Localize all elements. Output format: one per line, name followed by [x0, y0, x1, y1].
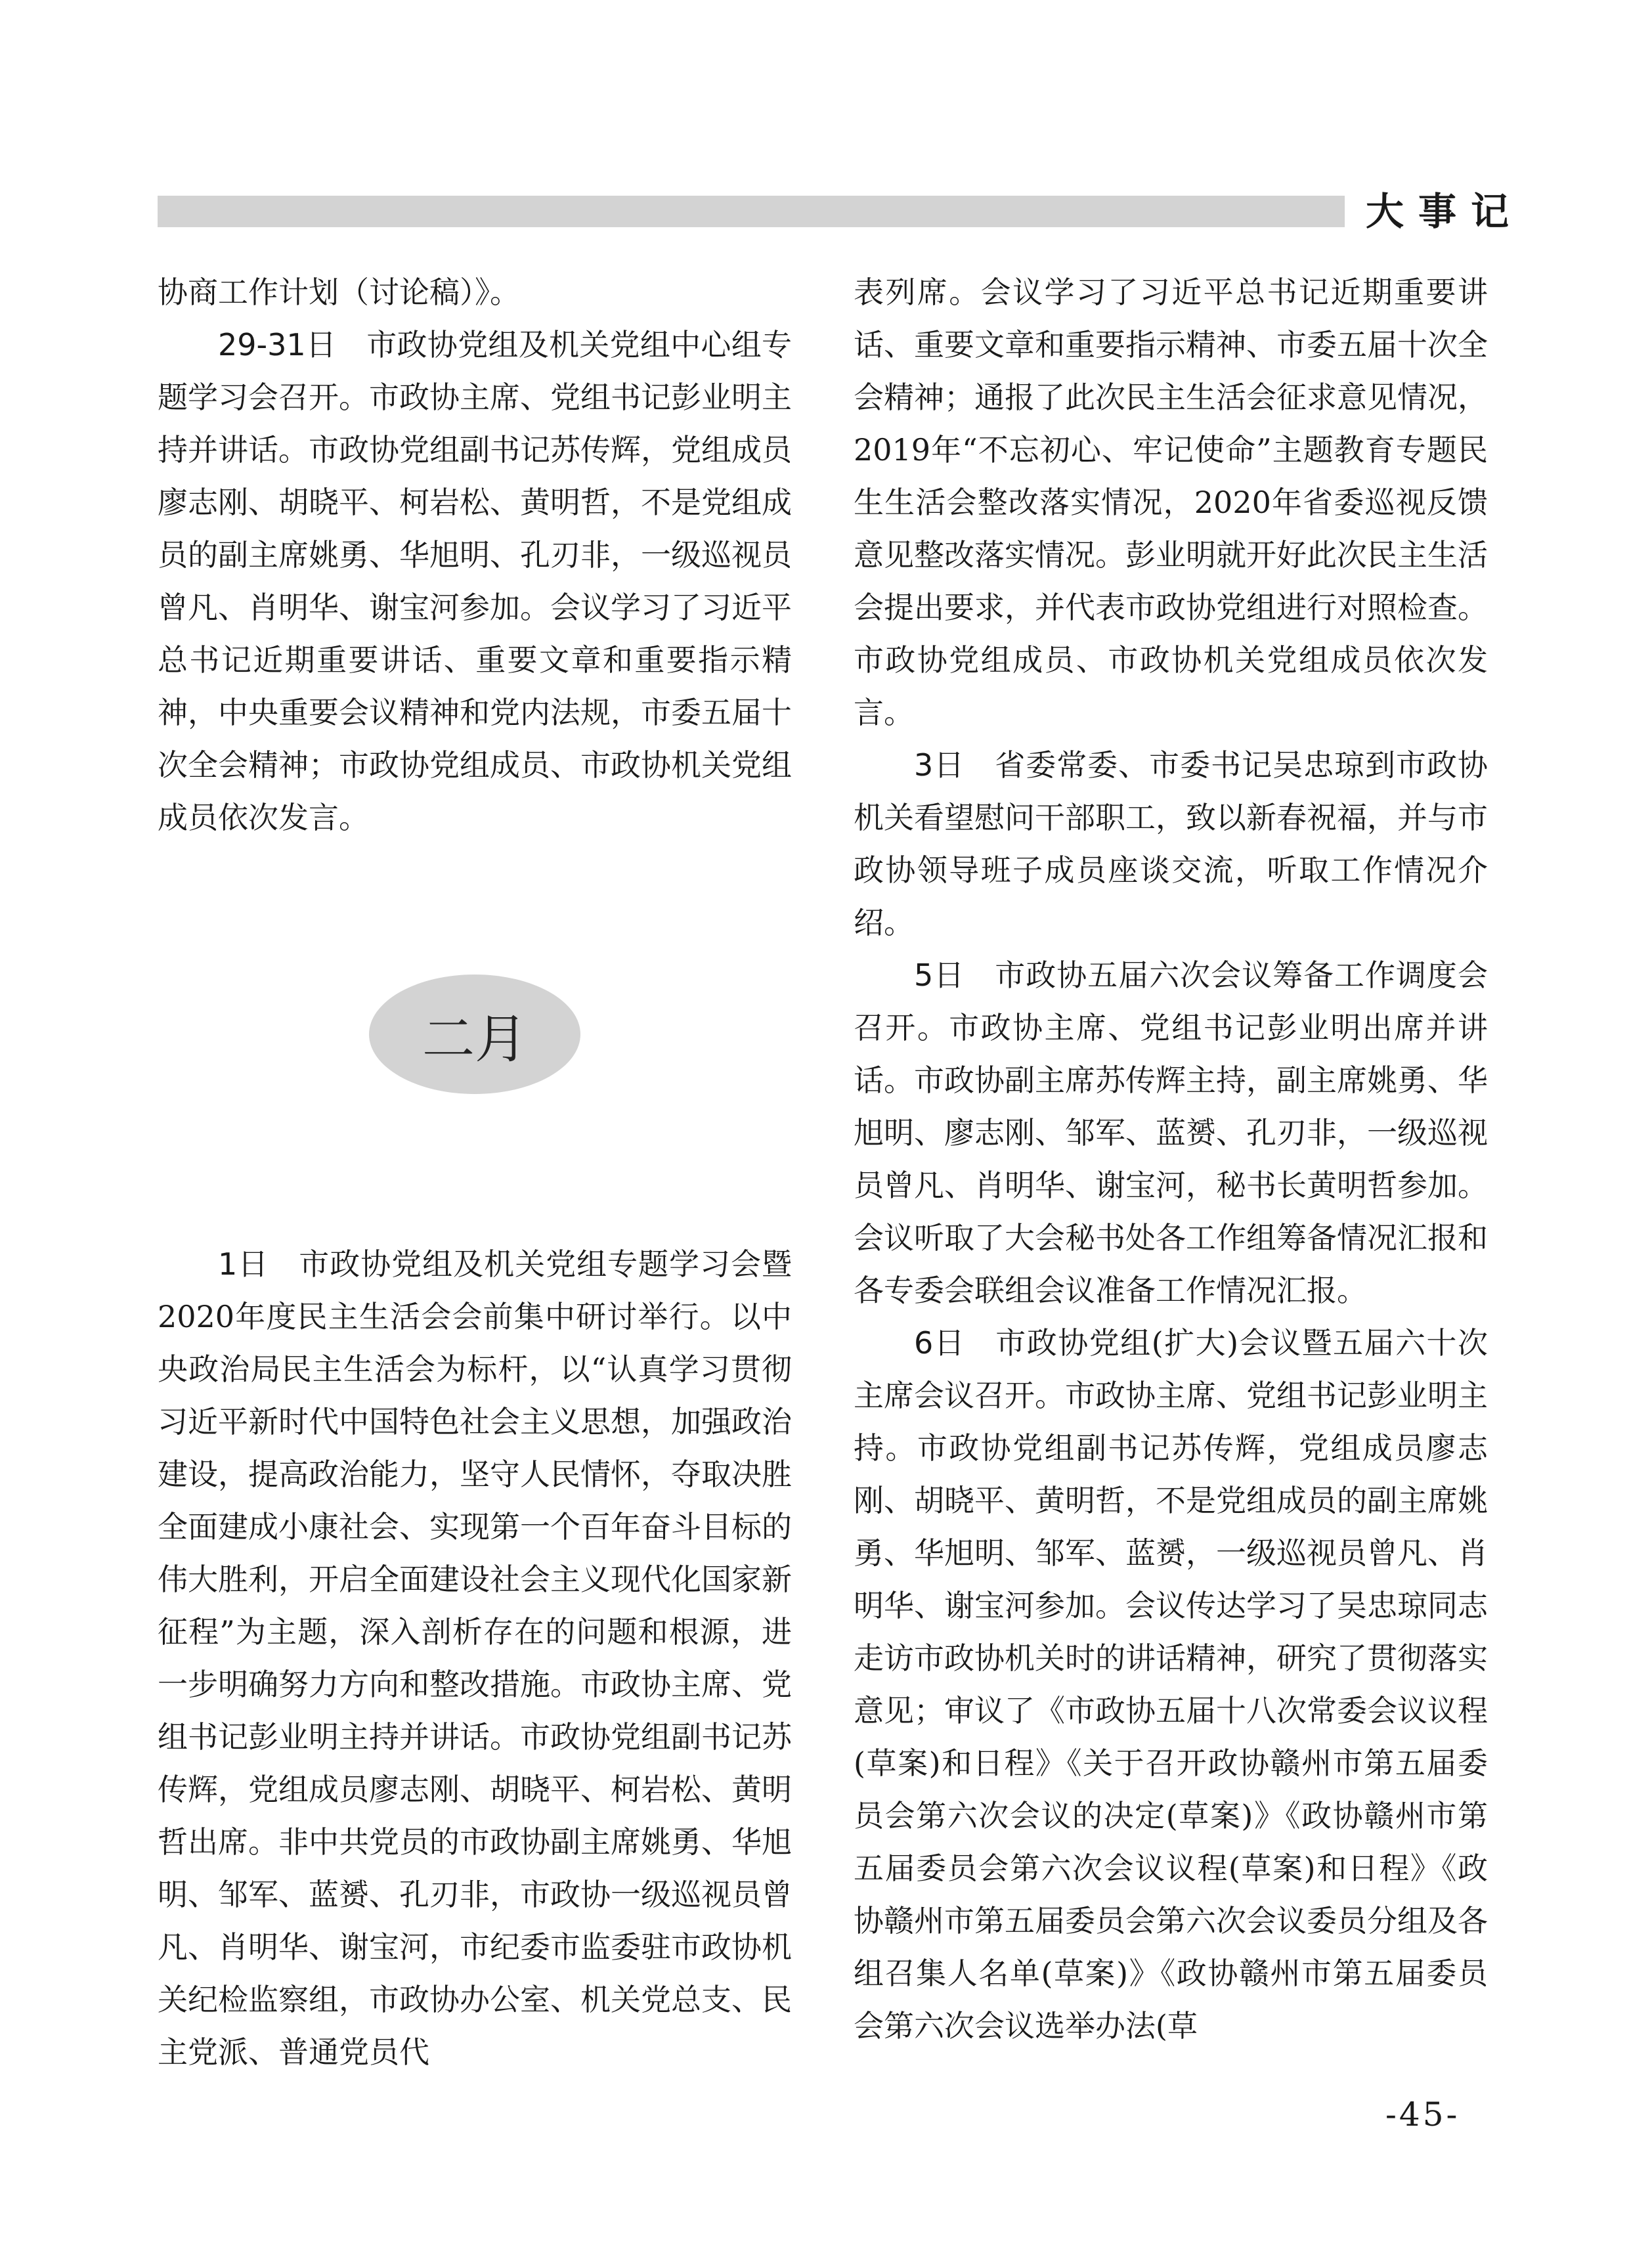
entry-text: 市政协党组及机关党组专题学习会暨2020年度民主生活会会前集中研讨举行。以中央政治局民主生活会为标杆，以“认真学习贯彻习近平新时代中国特色社会主义思想，加强政治建设，提高政治能力，坚守人民情怀，夺取决胜全面建成小康社会、实现第一个百年奋斗目标的伟大胜利，开启全面建设社会主义现代化国家新征程”为主题，深入剖析存在的问题和根源，进一步明确努力方向和整改措施。市政协主席、党组书记彭业明主持并讲话。市政协党组副书记苏传辉，党组成员廖志刚、胡晓平、柯岩松、黄明哲出席。非中共党员的市政协副主席姚勇、华旭明、邹军、蓝赟、孔刃非，市政协一级巡视员曾凡、肖明华、谢宝河，市纪委市监委驻市政协机关纪检监察组，市政协办公室、机关党总支、民主党派、普通党员代: [158, 1246, 792, 2070]
month-heading: [369, 975, 580, 1094]
paragraph-text: 表列席。会议学习了习近平总书记近期重要讲话、重要文章和重要指示精神、市委五届十次全会精神；通报了此次民主生活会征求意见情况，2019年“不忘初心、牢记使命”主题教育专题民生生活会整改落实情况，2020年省委巡视反馈意见整改落实情况。彭业明就开好此次民主生活会提出要求，并代表市政协党组进行对照检查。市政协党组成员、市政协机关党组成员依次发言。: [854, 274, 1488, 730]
right-column: [854, 266, 1488, 2052]
entry-3: [854, 739, 1488, 949]
paragraph: [158, 266, 792, 318]
entry-text: 市政协党组(扩大)会议暨五届六十次主席会议召开。市政协主席、党组书记彭业明主持。市政协党组副书记苏传辉，党组成员廖志刚、胡晓平、黄明哲，不是党组成员的副主席姚勇、华旭明、邹军、蓝赟，一级巡视员曾凡、肖明华、谢宝河参加。会议传达学习了吴忠琼同志走访市政协机关时的讲话精神，研究了贯彻落实意见；审议了《市政协五届十八次常委会议议程(草案)和日程》《关于召开政协赣州市第五届委员会第六次会议的决定(草案)》《政协赣州市第五届委员会第六次会议议程(草案)和日程》《政协赣州市第五届委员会第六次会议委员分组及各组召集人名单(草案)》《政协赣州市第五届委员会第六次会议选举办法(草: [854, 1325, 1488, 2044]
entry-date: 5日: [914, 957, 965, 993]
entry-text: 省委常委、市委书记吴忠琼到市政协机关看望慰问干部职工，致以新春祝福，并与市政协领导班子成员座谈交流，听取工作情况介绍。: [854, 747, 1488, 940]
left-column: [158, 266, 792, 844]
section-title: 大事记: [1366, 189, 1524, 234]
entry-1: [158, 1238, 792, 2078]
entry-date: 3日: [914, 747, 965, 783]
entry-date: 1日: [218, 1246, 269, 1282]
entry-text: 市政协党组及机关党组中心组专题学习会召开。市政协主席、党组书记彭业明主持并讲话。市政协党组副书记苏传辉，党组成员廖志刚、胡晓平、柯岩松、黄明哲，不是党组成员的副主席姚勇、华旭明、孔刃非，一级巡视员曾凡、肖明华、谢宝河参加。会议学习了习近平总书记近期重要讲话、重要文章和重要指示精神，中央重要会议精神和党内法规，市委五届十次全会精神；市政协党组成员、市政协机关党组成员依次发言。: [158, 327, 793, 835]
header-bar: [158, 196, 1345, 227]
entry-date: 6日: [914, 1325, 966, 1361]
left-column-lower: [158, 1238, 792, 2078]
month-label: 二月: [422, 1008, 527, 1070]
page-number: -45-: [1385, 2095, 1460, 2134]
entry-date: 29-31日: [218, 327, 337, 362]
paragraph-text: 协商工作计划（讨论稿）》。: [158, 274, 520, 310]
entry-5: [854, 949, 1488, 1317]
paragraph: [854, 266, 1488, 739]
entry-6: [854, 1317, 1488, 2052]
entry-text: 市政协五届六次会议筹备工作调度会召开。市政协主席、党组书记彭业明出席并讲话。市政协副主席苏传辉主持，副主席姚勇、华旭明、廖志刚、邹军、蓝赟、孔刃非，一级巡视员曾凡、肖明华、谢宝河，秘书长黄明哲参加。会议听取了大会秘书处各工作组筹备情况汇报和各专委会联组会议准备工作情况汇报。: [854, 957, 1488, 1308]
entry-29-31: [158, 318, 792, 844]
